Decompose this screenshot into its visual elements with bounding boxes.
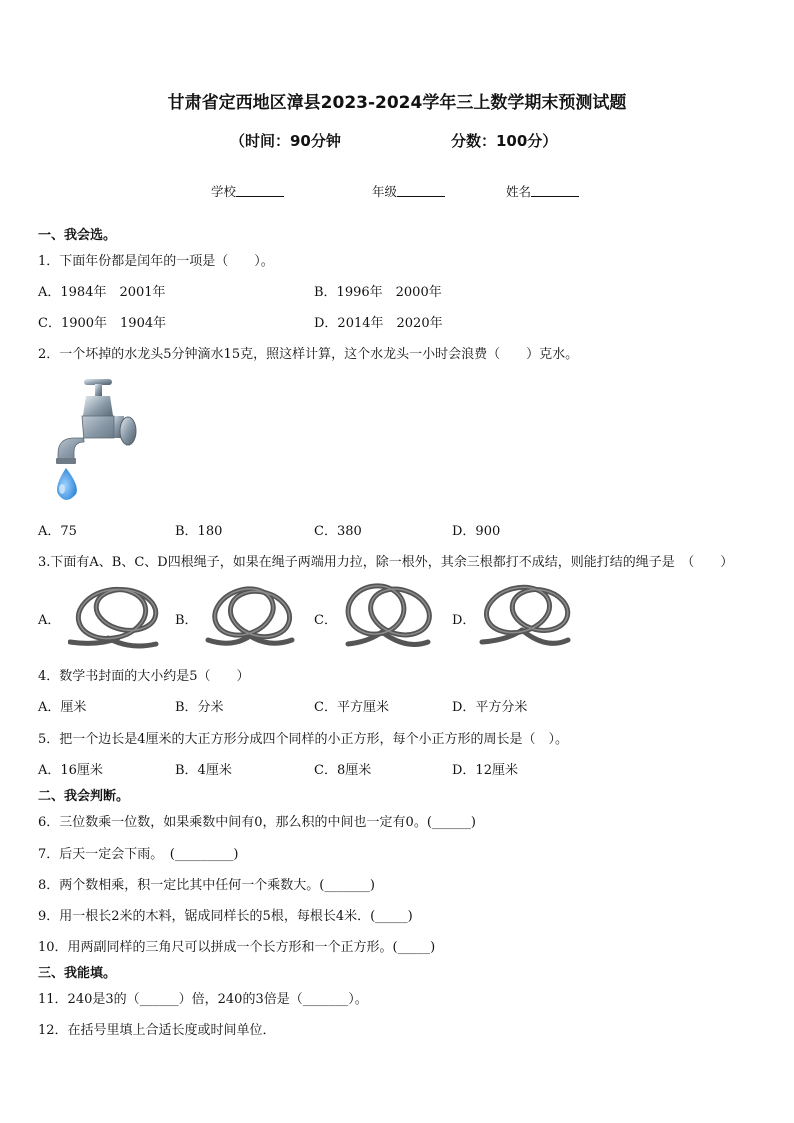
question-9: 9．用一根长2米的木料，锯成同样长的5根，每根长4米．(_____) <box>38 909 413 924</box>
exam-time: （时间：90分钟 <box>230 132 341 150</box>
page-title: 甘肃省定西地区漳县2023-2024学年三上数学期末预测试题 <box>167 93 627 113</box>
section-heading: 一、我会选。 <box>38 228 117 243</box>
q4-option-c[interactable]: C．平方厘米 <box>314 700 389 715</box>
q1-option-b[interactable]: B．1996年 2000年 <box>314 285 442 300</box>
q3-option-b[interactable]: B． <box>175 613 198 628</box>
rope-b-image <box>204 580 296 654</box>
question-4: 4．数学书封面的大小约是5（ ） <box>38 669 250 684</box>
question-6: 6．三位数乘一位数，如果乘数中间有0，那么积的中间也一定有0。(______) <box>38 815 476 830</box>
question-3: 3.下面有A、B、C、D四根绳子，如果在绳子两端用力拉，除一根外，其余三根都打不成结，则能打结的绳子是 （ ） <box>38 555 734 570</box>
q4-option-a[interactable]: A．厘米 <box>38 700 87 715</box>
rope-knot-icon <box>68 580 160 654</box>
grade-field <box>372 182 445 200</box>
faucet-icon <box>44 376 144 506</box>
rope-d-image <box>478 580 572 654</box>
q5-option-b[interactable]: B．4厘米 <box>175 763 232 778</box>
grade-label: 年级 <box>372 184 398 199</box>
q3-option-a[interactable]: A． <box>38 613 61 628</box>
question-11: 11．240是3的（______）倍，240的3倍是（_______）。 <box>38 992 368 1007</box>
rope-c-image <box>342 580 434 654</box>
school-label: 学校 <box>211 184 237 199</box>
name-label: 姓名 <box>506 184 532 199</box>
q4-option-b[interactable]: B．分米 <box>175 700 224 715</box>
rope-knot-icon <box>342 580 434 654</box>
q1-option-d[interactable]: D．2014年 2020年 <box>314 316 443 331</box>
q2-option-a[interactable]: A．75 <box>38 524 77 539</box>
q2-option-b[interactable]: B．180 <box>175 524 223 539</box>
q1-option-c[interactable]: C．1900年 1904年 <box>38 316 167 331</box>
school-blank[interactable] <box>236 184 284 197</box>
school-field <box>211 182 284 200</box>
name-blank[interactable] <box>531 184 579 197</box>
question-2: 2．一个坏掉的水龙头5分钟滴水15克，照这样计算，这个水龙头一小时会浪费（ ）克水。 <box>38 347 579 362</box>
name-field <box>506 182 579 200</box>
rope-knot-icon <box>204 580 296 654</box>
exam-score: 分数：100分） <box>451 132 558 150</box>
q5-option-c[interactable]: C．8厘米 <box>314 763 372 778</box>
question-5: 5．把一个边长是4厘米的大正方形分成四个同样的小正方形，每个小正方形的周长是（ ）。 <box>38 732 569 747</box>
question-1: 1．下面年份都是闰年的一项是（ ）。 <box>38 254 274 269</box>
q1-option-a[interactable]: A．1984年 2001年 <box>38 285 166 300</box>
question-7: 7．后天一定会下雨。 (_________) <box>38 847 239 862</box>
q5-option-d[interactable]: D．12厘米 <box>452 763 518 778</box>
question-8: 8．两个数相乘，积一定比其中任何一个乘数大。(_______) <box>38 878 375 893</box>
question-10: 10．用两副同样的三角尺可以拼成一个长方形和一个正方形。(_____) <box>38 940 436 955</box>
q2-option-d[interactable]: D．900 <box>452 524 501 539</box>
section-heading: 二、我会判断。 <box>38 789 130 804</box>
grade-blank[interactable] <box>397 184 445 197</box>
rope-a-image <box>68 580 160 654</box>
q5-option-a[interactable]: A．16厘米 <box>38 763 103 778</box>
q4-option-d[interactable]: D．平方分米 <box>452 700 528 715</box>
q3-option-d[interactable]: D． <box>452 613 476 628</box>
question-12: 12．在括号里填上合适长度或时间单位． <box>38 1023 276 1038</box>
q3-option-c[interactable]: C． <box>314 613 337 628</box>
q2-option-c[interactable]: C．380 <box>314 524 362 539</box>
rope-knot-icon <box>478 580 572 654</box>
section-heading: 三、我能填。 <box>38 966 117 981</box>
faucet-image <box>44 376 144 506</box>
